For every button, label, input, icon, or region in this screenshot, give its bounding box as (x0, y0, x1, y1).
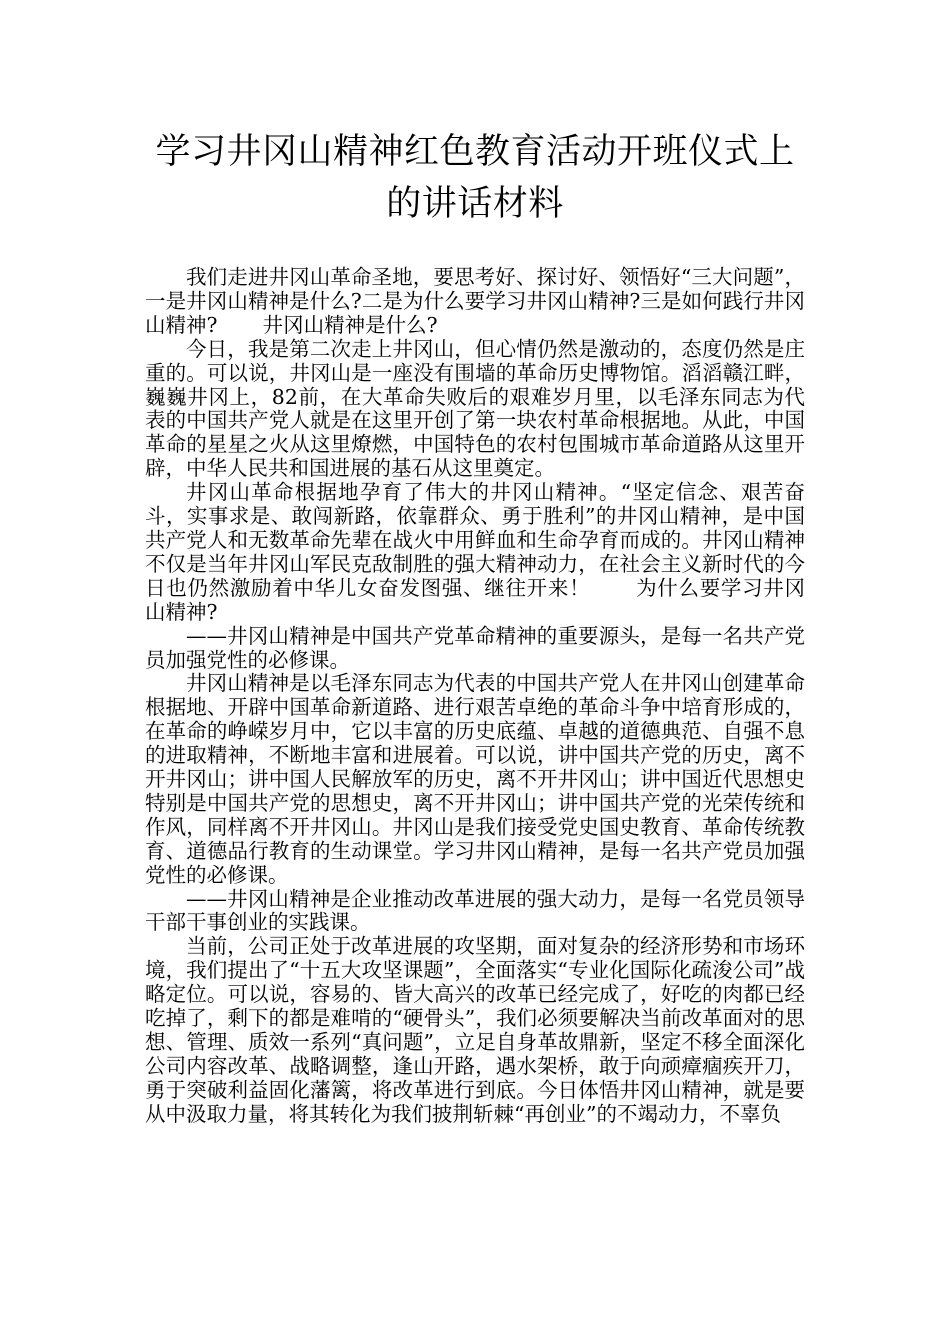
document-body (145, 266, 805, 1127)
paragraph-text: 今日，我是第二次走上井冈山，但心情仍然是激动的，态度仍然是庄重的。可以说，井冈山是一座没有围墙的革命历史博物馆。滔滔赣江畔，巍巍井冈上，82前，在大革命失败后的艰难岁月里，以毛泽东同志为代表的中国共产党人就是在这里开创了第一块农村革命根据地。从此，中国革命的星星之火从这里燎燃，中国特色的农村包围城市革命道路从这里开辟，中华人民共和国进展的基石从这里奠定。 (145, 336, 805, 481)
title-line-1: 学习井冈山精神红色教育活动开班仪式上 (155, 132, 795, 172)
paragraph-3 (145, 481, 805, 624)
paragraph-text: 我们走进井冈山革命圣地，要思考好、探讨好、领悟好“三大问题”，一是井冈山精神是什么?二是为什么要学习井冈山精神?三是如何践行井冈山精神? (145, 265, 805, 337)
section-heading-inline: 为什么要学习井冈山精神? (145, 575, 806, 624)
paragraph-text: ——井冈山精神是企业推动改革进展的强大动力，是每一名党员领导干部干事创业的实践课。 (145, 886, 805, 935)
paragraph-4 (145, 625, 805, 673)
title-line-2: 的讲话材料 (386, 184, 564, 224)
section-heading-inline: 井冈山精神是什么? (262, 312, 438, 337)
paragraph-7 (145, 935, 805, 1126)
paragraph-text: 井冈山精神是以毛泽东同志为代表的中国共产党人在井冈山创建革命根据地、开辟中国革命新道路、进行艰苦卓绝的革命斗争中培育形成的，在革命的峥嵘岁月中，它以丰富的历史底蕴、卓越的道德典范、自强不息的进取精神，不断地丰富和进展着。可以说，讲中国共产党的历史，离不开井冈山；讲中国人民解放军的历史，离不开井冈山；讲中国近代思想史特别是中国共产党的思想史，离不开井冈山；讲中国共产党的光荣传统和作风，同样离不开井冈山。井冈山是我们接受党史国史教育、革命传统教育、道德品行教育的生动课堂。学习井冈山精神，是每一名共产党员加强党性的必修课。 (145, 671, 805, 887)
paragraph-1 (145, 266, 805, 338)
paragraph-2 (145, 338, 805, 481)
paragraph-6 (145, 888, 805, 936)
paragraph-text: 井冈山革命根据地孕育了伟大的井冈山精神。“坚定信念、艰苦奋斗，实事求是、敢闯新路，依靠群众、勇于胜利”的井冈山精神，是中国共产党人和无数革命先辈在战火中用鲜血和生命孕育而成的。井冈山精神不仅是当年井冈山军民克敌制胜的强大精神动力，在社会主义新时代的今日也仍然激励着中华儿女奋发图强、继往开来！ (145, 480, 805, 600)
paragraph-text: 当前，公司正处于改革进展的攻坚期，面对复杂的经济形势和市场环境，我们提出了“十五大攻坚课题”，全面落实“专业化国际化疏浚公司”战略定位。可以说，容易的、皆大高兴的改革已经完成了，好吃的肉都已经吃掉了，剩下的都是难啃的“硬骨头”，我们必须要解决当前改革面对的思想、管理、质效一系列“真问题”，立足自身革故鼎新，坚定不移全面深化公司内容改革、战略调整，逢山开路，遇水架桥，敢于向顽瘴痼疾开刀，勇于突破利益固化藩篱，将改革进行到底。今日体悟井冈山精神，就是要从中汲取力量，将其转化为我们披荆斩棘“再创业”的不竭动力，不辜负 (145, 934, 805, 1126)
paragraph-text: ——井冈山精神是中国共产党革命精神的重要源头，是每一名共产党员加强党性的必修课。 (145, 623, 805, 672)
paragraph-5 (145, 672, 805, 887)
document-title (0, 126, 950, 230)
